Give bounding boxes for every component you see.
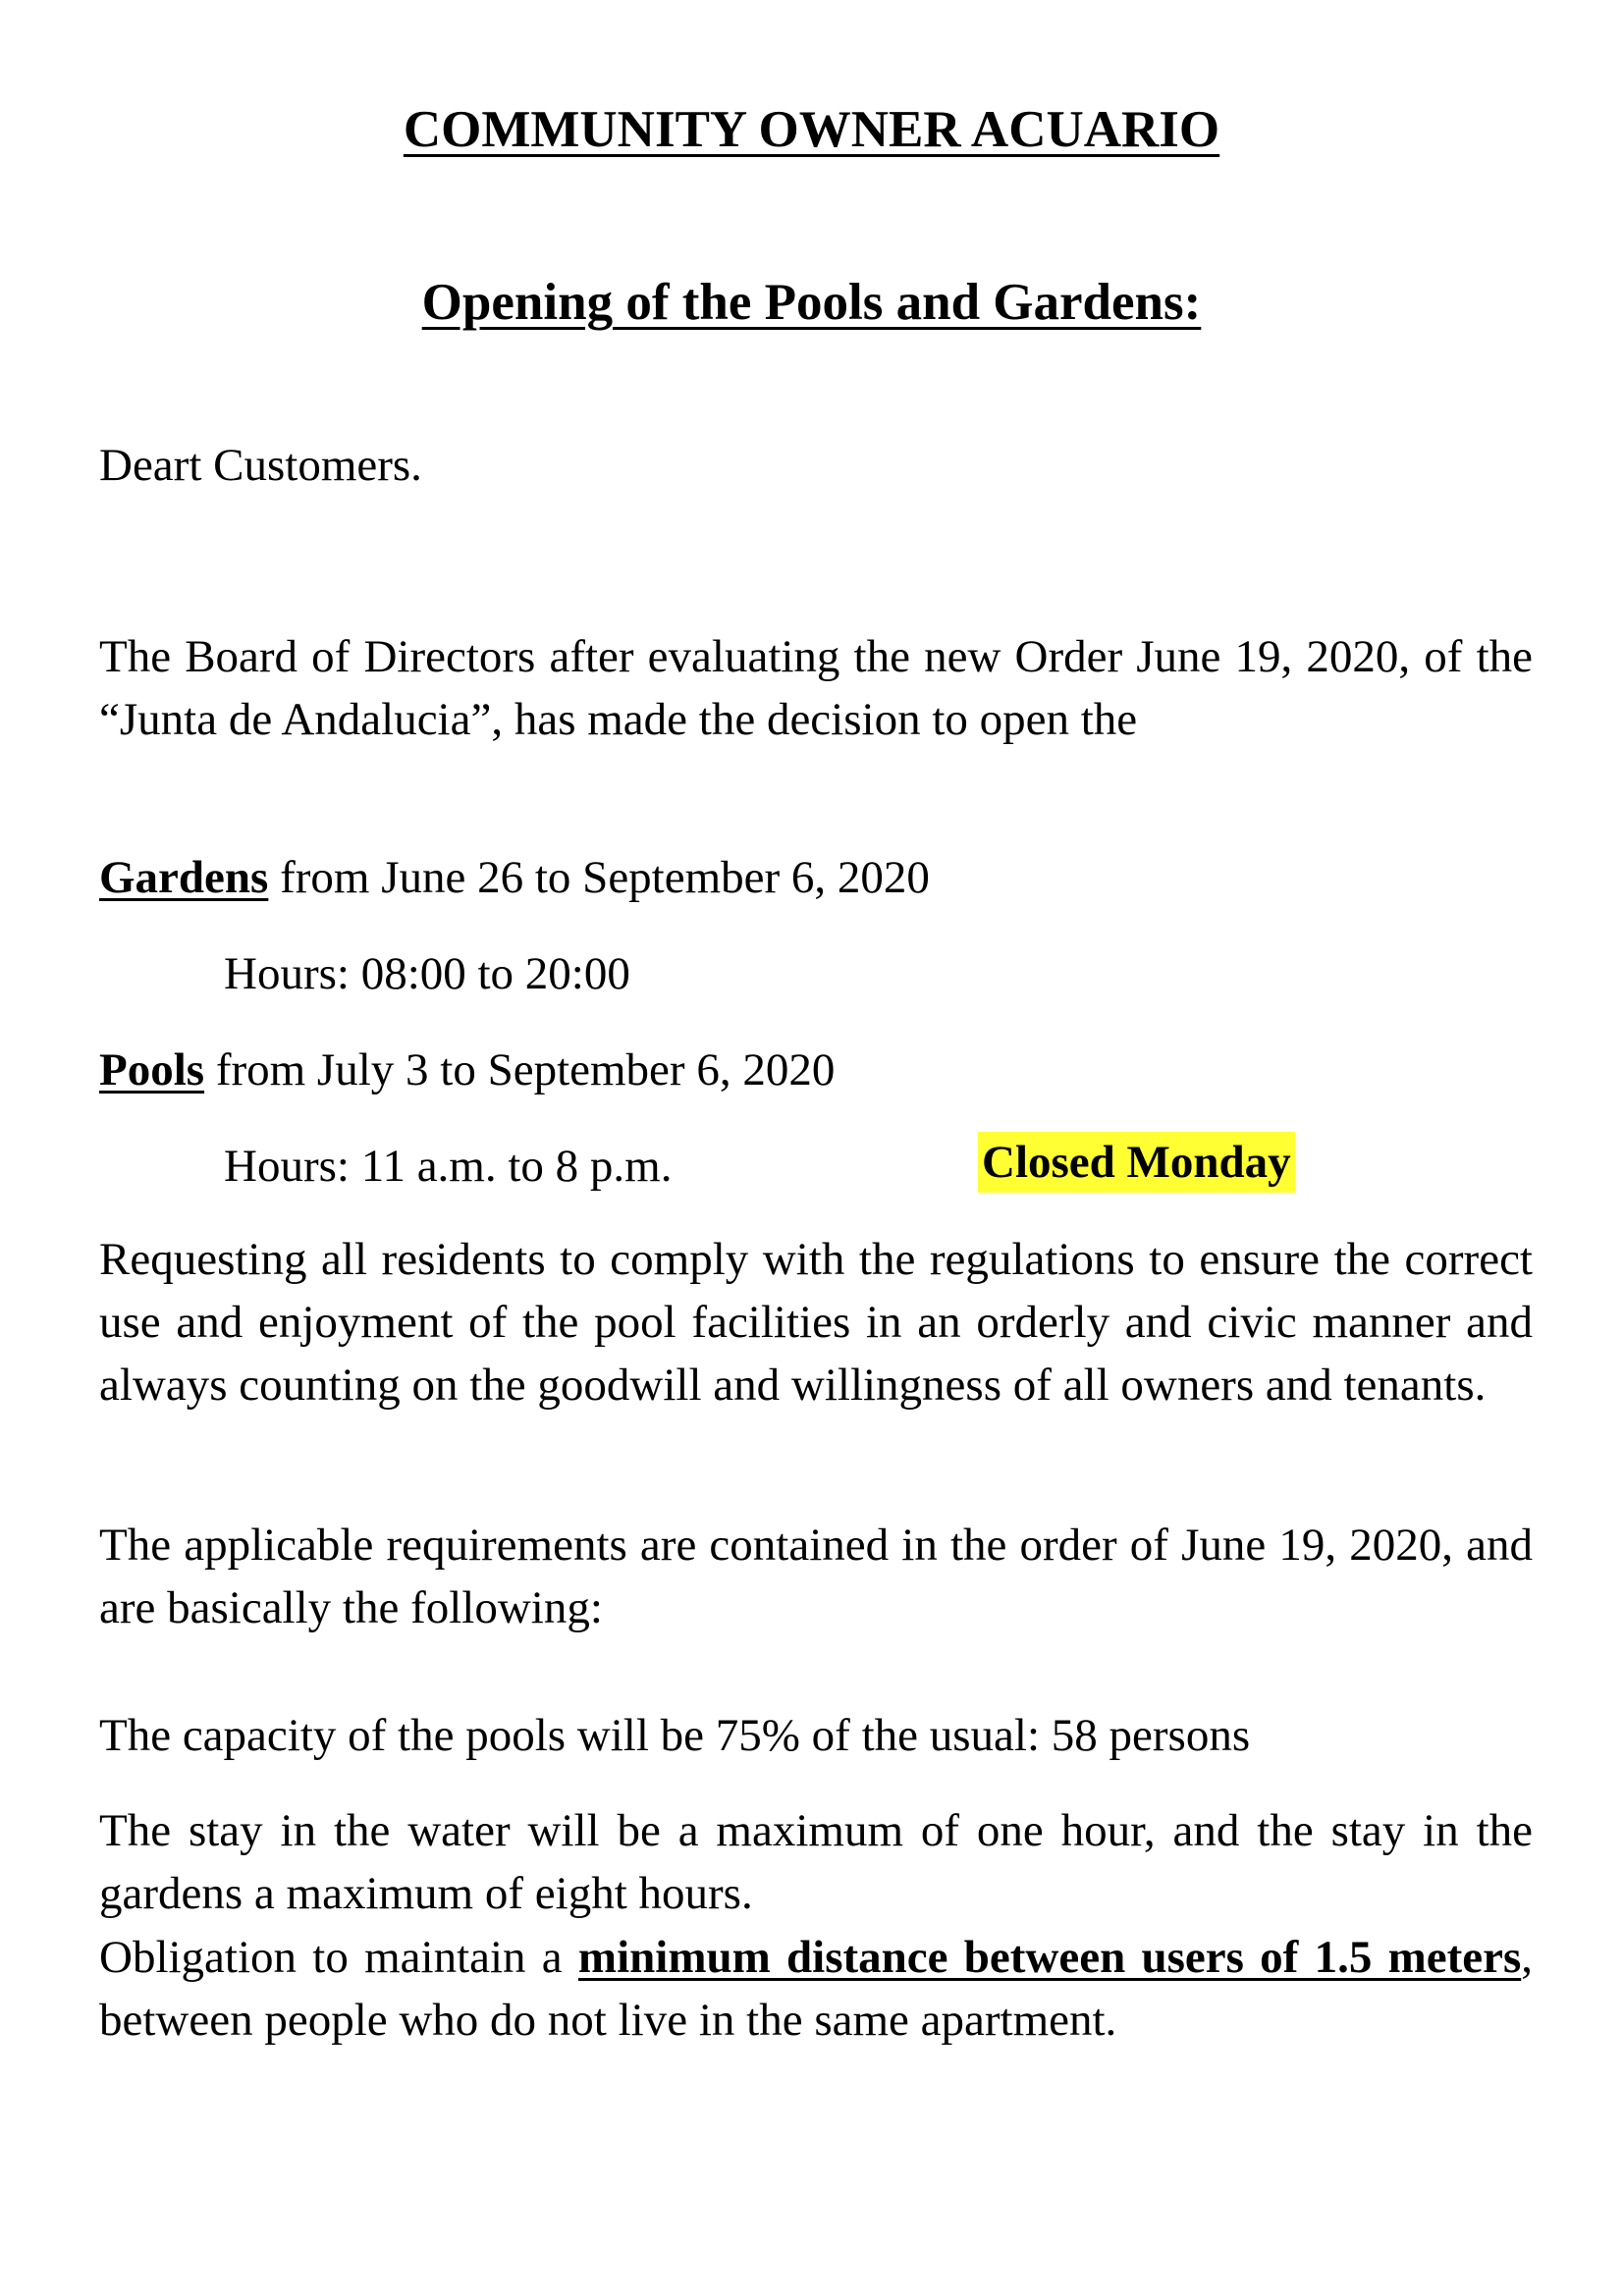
document-title: COMMUNITY OWNER ACUARIO (403, 101, 1220, 158)
gardens-line (99, 846, 1533, 909)
intro-paragraph: The Board of Directors after evaluating the new Order June 19, 2020, of the “Junta de Andalucia”, has made the decision to open the (99, 631, 1533, 745)
distance-emphasis: minimum distance between users of 1.5 meters (577, 1932, 1522, 1983)
pools-line (99, 1039, 1533, 1101)
greeting: Deart Customers. (99, 440, 422, 491)
gardens-dates: from June 26 to September 6, 2020 (268, 852, 930, 903)
pools-dates: from July 3 to September 6, 2020 (204, 1044, 836, 1095)
closed-monday-highlight: Closed Monday (978, 1132, 1295, 1193)
capacity-paragraph: The capacity of the pools will be 75% of the usual: 58 persons (99, 1710, 1251, 1761)
distance-paragraph: Obligation to maintain a minimum distance between users of 1.5 meters, between people who do not live in the same apartment. (99, 1932, 1533, 2046)
stay-paragraph: The stay in the water will be a maximum of one hour, and the stay in the gardens a maximum of eight hours. (99, 1805, 1533, 1919)
pools-label: Pools (99, 1044, 205, 1095)
pools-hours: Hours: 11 a.m. to 8 p.m. (224, 1141, 673, 1192)
document-subtitle: Opening of the Pools and Gardens: (421, 274, 1202, 331)
requirements-paragraph: The applicable requirements are contained in the order of June 19, 2020, and are basically the following: (99, 1520, 1533, 1633)
gardens-label: Gardens (99, 852, 269, 903)
gardens-hours: Hours: 08:00 to 20:00 (224, 948, 630, 999)
request-paragraph: Requesting all residents to comply with the regulations to ensure the correct use and enjoyment of the pool facilities in an orderly and civic manner and always counting on the goodwill and willingness of all owners and tenants. (99, 1234, 1533, 1411)
